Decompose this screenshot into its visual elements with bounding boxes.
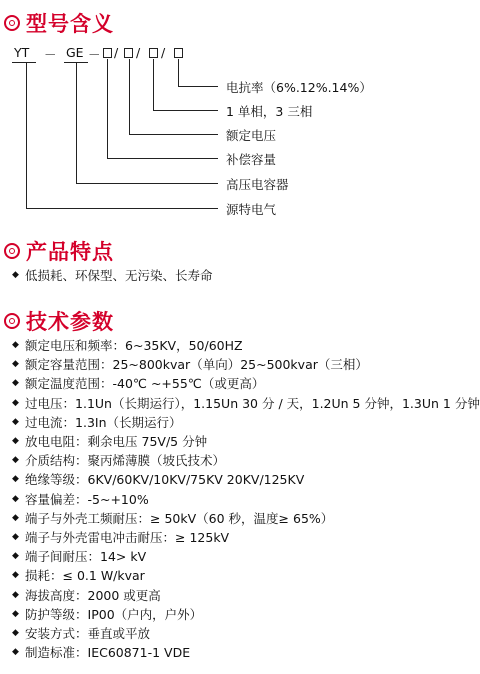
underline-yt: [12, 62, 36, 63]
diamond-bullet-icon: ◆: [12, 627, 19, 638]
spec-item-standard: [12, 643, 480, 662]
spec-value: ：聚丙烯薄膜（坡氏技术）: [75, 453, 226, 469]
connector-v-box-2: [129, 59, 130, 134]
model-code-box-1: [103, 48, 112, 58]
feature-item: [12, 266, 213, 285]
spec-label: 海拔高度: [25, 587, 76, 603]
diamond-bullet-icon: ◆: [12, 551, 19, 562]
diamond-bullet-icon: ◆: [12, 455, 19, 466]
double-circle-icon: [4, 313, 20, 329]
spec-label: 过电压: [25, 395, 63, 411]
spec-label: 端子与外壳雷电冲击耐压: [25, 529, 163, 545]
diamond-bullet-icon: ◆: [12, 378, 19, 389]
model-code-yt: YT: [14, 45, 30, 60]
spec-label: 绝缘等级: [25, 472, 76, 488]
diamond-bullet-icon: ◆: [12, 416, 19, 427]
section-title-model-text: 型号含义: [26, 12, 114, 36]
spec-label: 端子间耐压: [25, 549, 88, 565]
spec-label: 介质结构: [25, 453, 76, 469]
spec-value: ：25~800kvar（单向）25~500kvar（三相）: [100, 357, 368, 373]
section-title-features: [4, 236, 114, 266]
feature-text: 低损耗、环保型、无污染、长寿命: [25, 268, 213, 284]
section-title-specs-text: 技术参数: [26, 310, 114, 334]
spec-value: ：-5~+10%: [75, 491, 149, 507]
diamond-bullet-icon: ◆: [12, 436, 19, 447]
section-title-specs: [4, 306, 114, 336]
diamond-bullet-icon: ◆: [12, 270, 19, 281]
double-circle-icon: [4, 243, 20, 259]
model-code-dash-1: －: [44, 47, 57, 62]
diamond-bullet-icon: ◆: [12, 359, 19, 370]
spec-value: ：6KV/60KV/10KV/75KV 20KV/125KV: [75, 472, 305, 488]
spec-item-loss: [12, 566, 480, 585]
spec-value: ：2000 或更高: [75, 587, 161, 603]
model-code-dash-2: －: [88, 47, 101, 62]
spec-item-protection: [12, 605, 480, 624]
spec-label: 额定温度范围: [25, 376, 101, 392]
spec-label: 放电电阻: [25, 434, 76, 450]
model-code-box-4: [174, 48, 183, 58]
spec-label: 制造标准: [25, 645, 76, 661]
spec-value: ：≥ 125kV: [162, 529, 230, 545]
spec-label: 额定电压和频率: [25, 338, 113, 354]
connector-h-3: [129, 134, 218, 135]
model-meaning-phase: 1 单相，3 三相: [226, 104, 313, 119]
diamond-bullet-icon: ◆: [12, 512, 19, 523]
model-code-slash-1: /: [114, 45, 119, 60]
spec-value: ：IEC60871-1 VDE: [75, 645, 191, 661]
model-code-slash-2: /: [136, 45, 141, 60]
spec-value: ：剩余电压 75V/5 分钟: [75, 434, 208, 450]
model-code-ge: GE: [66, 45, 84, 60]
section-title-features-text: 产品特点: [26, 240, 114, 264]
spec-value: ：IP00（户内，户外）: [75, 606, 203, 622]
spec-value: ：6~35KV，50/60HZ: [112, 338, 243, 354]
spec-item-overvoltage: [12, 394, 480, 413]
connector-h-5: [76, 183, 218, 184]
spec-label: 额定容量范围: [25, 357, 101, 373]
spec-item-rated-voltage-frequency: [12, 336, 480, 355]
model-meaning-capacitor: 高压电容器: [226, 177, 289, 192]
model-code-slash-3: /: [161, 45, 166, 60]
model-code-box-3: [149, 48, 158, 58]
spec-label: 损耗: [25, 568, 51, 584]
model-meaning-rated-voltage: 额定电压: [226, 128, 277, 143]
diamond-bullet-icon: ◆: [12, 608, 19, 619]
spec-value: ：1.1Un（长期运行），1.15Un 30 分 / 天，1.2Un 5 分钟，1.3Un 1 分钟: [62, 395, 480, 411]
connector-v-ge: [76, 62, 77, 183]
spec-value: ：≥ 50kV（60 秒，温度≥ 65%）: [137, 510, 334, 526]
spec-value: ：-40℃ ~+55℃（或更高）: [100, 376, 265, 392]
connector-h-4: [107, 158, 218, 159]
spec-label: 端子与外壳工频耐压: [25, 510, 138, 526]
diamond-bullet-icon: ◆: [12, 570, 19, 581]
spec-list: [12, 336, 480, 662]
spec-item-power-frequency-withstand: [12, 509, 480, 528]
spec-item-overcurrent: [12, 413, 480, 432]
model-meaning-brand: 源特电气: [226, 202, 277, 217]
feature-list: [12, 266, 213, 285]
diamond-bullet-icon: ◆: [12, 647, 19, 658]
model-meaning-reactance: 电抗率（6%.12%.14%）: [226, 80, 372, 95]
model-diagram: [0, 0, 480, 230]
spec-value: ：14> kV: [87, 549, 147, 565]
spec-label: 过电流: [25, 414, 63, 430]
spec-item-discharge-resistor: [12, 432, 480, 451]
model-meaning-capacity: 补偿容量: [226, 152, 277, 167]
diamond-bullet-icon: ◆: [12, 493, 19, 504]
spec-item-dielectric: [12, 451, 480, 470]
connector-h-6: [26, 208, 218, 209]
diamond-bullet-icon: ◆: [12, 589, 19, 600]
spec-label: 容量偏差: [25, 491, 76, 507]
spec-item-altitude: [12, 585, 480, 604]
connector-v-box-1: [107, 59, 108, 158]
spec-label: 安装方式: [25, 625, 76, 641]
spec-item-insulation: [12, 470, 480, 489]
connector-v-yt: [26, 62, 27, 208]
diamond-bullet-icon: ◆: [12, 474, 19, 485]
connector-h-2: [153, 110, 218, 111]
diamond-bullet-icon: ◆: [12, 340, 19, 351]
spec-value: ：垂直或平放: [75, 625, 151, 641]
spec-item-installation: [12, 624, 480, 643]
diamond-bullet-icon: ◆: [12, 397, 19, 408]
spec-value: ：≤ 0.1 W/kvar: [50, 568, 145, 584]
spec-item-capacity-tolerance: [12, 490, 480, 509]
connector-v-box-3: [153, 59, 154, 110]
spec-item-lightning-impulse: [12, 528, 480, 547]
model-code-box-2: [124, 48, 133, 58]
spec-item-terminal-withstand: [12, 547, 480, 566]
spec-item-rated-capacity: [12, 355, 480, 374]
diamond-bullet-icon: ◆: [12, 531, 19, 542]
connector-h-1: [178, 86, 218, 87]
connector-v-box-4: [178, 59, 179, 86]
spec-value: ：1.3In（长期运行）: [62, 414, 182, 430]
spec-item-rated-temperature: [12, 374, 480, 393]
spec-label: 防护等级: [25, 606, 76, 622]
